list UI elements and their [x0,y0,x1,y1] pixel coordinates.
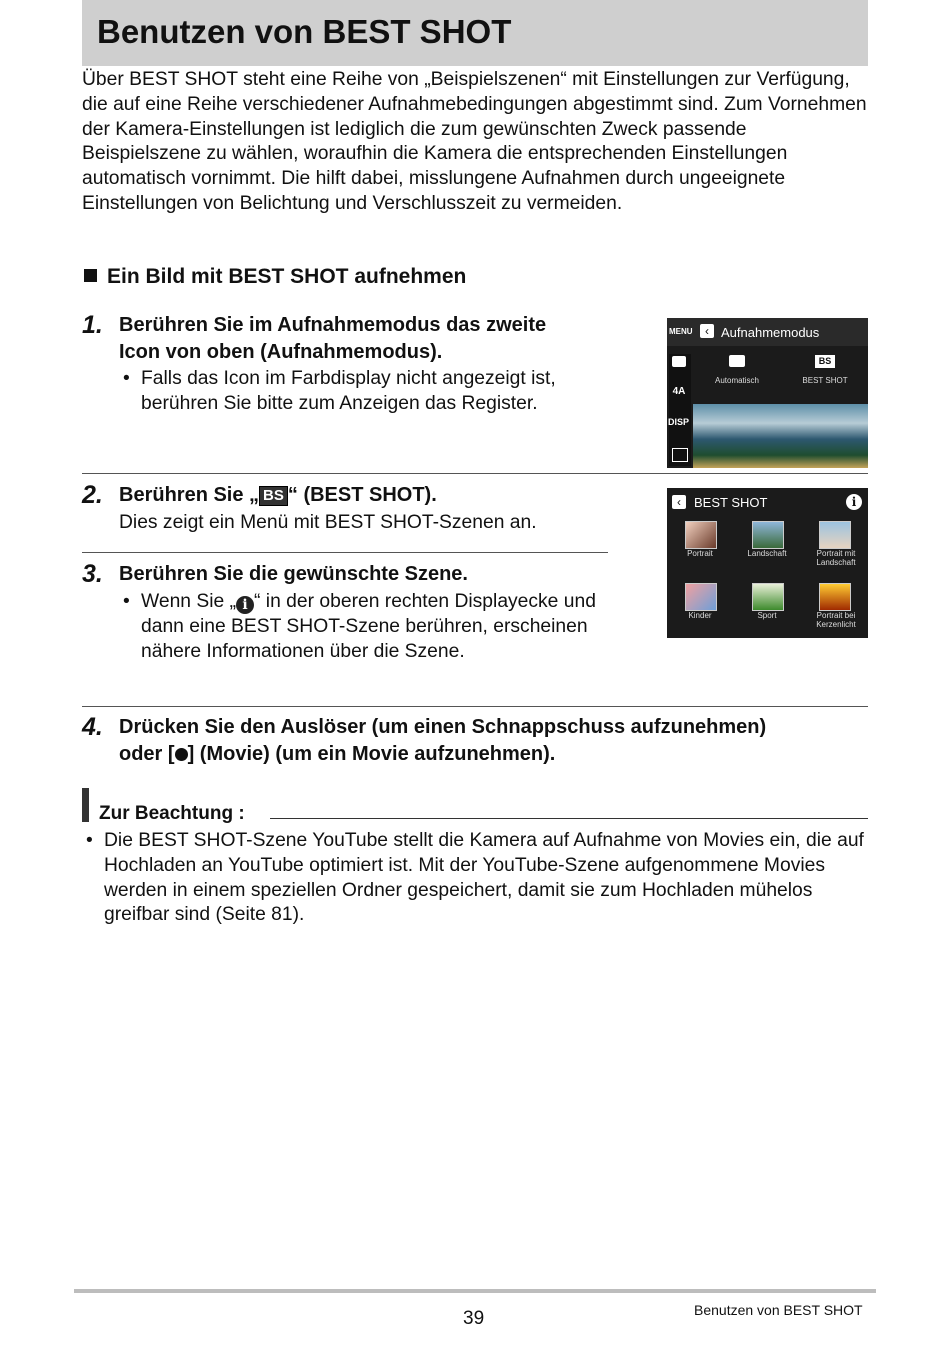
divider [82,706,868,707]
bullet-dot-icon: • [123,368,130,389]
screen2-header-text: BEST SHOT [694,495,768,510]
sport-thumbnail[interactable] [752,583,784,611]
page-title: Benutzen von BEST SHOT [97,13,512,50]
option-automatisch[interactable]: Automatisch [714,376,760,385]
movie-record-icon [175,748,188,761]
step-3-bullet [123,590,601,664]
scene-sport[interactable]: Sport [757,611,777,620]
landscape-thumbnail[interactable] [752,521,784,549]
camera-screen-aufnahmemodus [667,318,868,468]
step-2-text [119,482,437,509]
step-1-bullet [123,367,601,417]
scene-kinder[interactable]: Kinder [688,611,712,620]
step-4-line2 [119,741,766,768]
running-title: Benutzen von BEST SHOT [694,1302,863,1318]
menu-label: MENU [669,327,693,336]
step-1-bullet-text: Falls das Icon im Farbdisplay nicht angezeigt ist, berühren Sie bitte zum Anzeigen das Register. [141,368,556,414]
step-2-text-pre: Berühren Sie „ [119,484,260,506]
step-3-bullet-pre: Wenn Sie „ [141,591,237,612]
info-icon[interactable]: i [846,494,862,510]
flash-icon[interactable]: 4A [672,386,686,397]
note-label: Zur Beachtung : [99,803,245,824]
scene-landschaft[interactable]: Landschaft [747,549,787,558]
intro-paragraph: Über BEST SHOT steht eine Reihe von „Beispielszenen“ mit Einstellungen zur Verfügung, die auf eine Reihe verschiedener Aufnahmebedingungen abgestimmt sind. Zum Vornehmen der Kamera-Einstellungen ist lediglich die zum gewünschten Zweck passende Beispielszene zu wählen, woraufhin die Kamera die entsprechenden Einstellungen automatisch vornimmt. Die hilft dabei, misslungene Aufnahmen durch ungeeignete Einstellungen von Belichtung und Verschlusszeit zu vermeiden. [82,69,867,214]
candlelight-thumbnail[interactable] [819,583,851,611]
step-1-line2: Icon von oben (Aufnahmemodus). [119,340,443,363]
step-1-text [119,312,609,365]
portrait-landscape-thumbnail[interactable] [819,521,851,549]
option-best-shot[interactable]: BEST SHOT [802,376,848,385]
note-marker-bar [82,788,89,822]
step-4-line1: Drücken Sie den Auslöser (um einen Schnappschuss aufzunehmen) [119,716,767,738]
playback-icon[interactable] [672,448,688,462]
scene-portrait[interactable]: Portrait [687,549,713,558]
step-3-text: Berühren Sie die gewünschte Szene. [119,563,468,585]
preview-landscape-image [693,404,868,468]
step-3-number: 3. [82,560,103,588]
camera-screen-best-shot [667,488,868,638]
step-4-text [119,714,766,767]
step-3-bullet-post: “ in der oberen rechten Displayecke und dann eine BEST SHOT-Szene berühren, erscheinen nähere Informationen über die Szene. [141,591,596,662]
disp-icon[interactable]: DISP [668,417,690,427]
divider [82,473,868,474]
bullet-dot-icon: • [123,591,130,612]
back-arrow-icon[interactable]: ‹ [700,324,714,338]
step-1-line1: Berühren Sie im Aufnahmemodus das zweite [119,314,547,336]
kids-thumbnail[interactable] [685,583,717,611]
info-icon: i [236,596,254,614]
step-4-number: 4. [82,713,103,741]
step-2-text-post: “ (BEST SHOT). [287,484,437,506]
step-2-body: Dies zeigt ein Menü mit BEST SHOT-Szenen an. [119,512,537,533]
step-4-line2-post: ] (Movie) (um ein Movie aufzunehmen). [187,742,556,765]
bestshot-icon[interactable]: BS [815,355,835,368]
step-1-number: 1. [82,311,103,339]
note-text: Die BEST SHOT-Szene YouTube stellt die Kamera auf Aufnahme von Movies ein, die auf Hochladen an YouTube optimiert ist. Mit der YouTube-Szene aufgenommene Movies werden in einem speziellen Ordner gespeichert, damit sie zum Hochladen mühelos greifbar sind (Seite 81). [104,830,864,926]
automatic-camera-icon[interactable] [729,355,745,367]
note-bullet [86,829,868,928]
divider [82,552,608,553]
scene-portrait-bei-kerzenlicht[interactable]: Portrait bei Kerzenlicht [816,611,856,629]
step-4-line2-pre: oder [ [119,742,175,765]
camera-icon[interactable] [672,356,686,367]
step-2-number: 2. [82,481,103,509]
portrait-thumbnail[interactable] [685,521,717,549]
bullet-dot-icon: • [86,830,93,851]
footer-rule [74,1289,876,1293]
square-bullet-icon [84,269,97,282]
section-heading [84,263,466,291]
bestshot-icon: BS [259,486,288,506]
page-number: 39 [463,1308,485,1329]
scene-portrait-mit-landschaft[interactable]: Portrait mit Landschaft [816,549,856,567]
section-heading-text: Ein Bild mit BEST SHOT aufnehmen [107,265,467,288]
screen1-header-text: Aufnahmemodus [721,325,820,340]
note-rule [270,818,868,819]
back-arrow-icon[interactable]: ‹ [672,495,686,509]
